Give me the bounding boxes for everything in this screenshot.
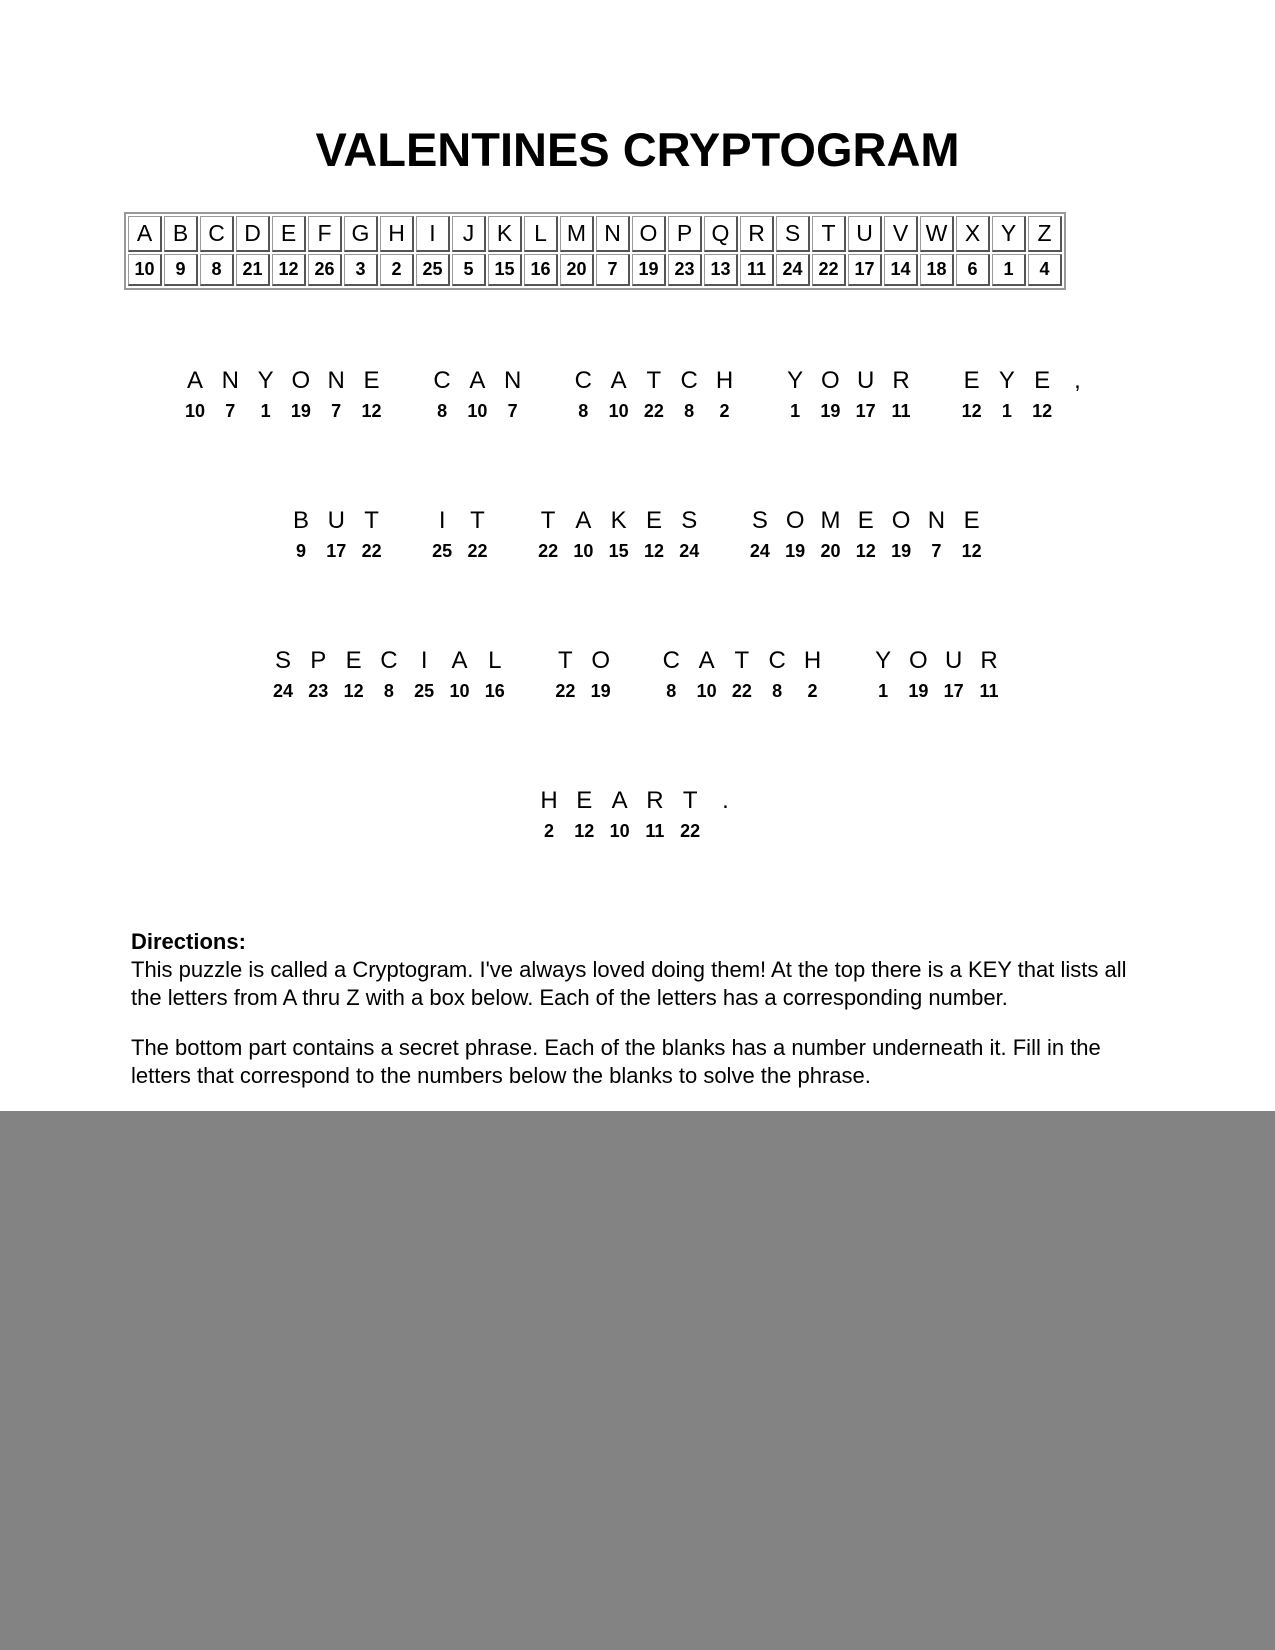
key-number-cell: 1 (992, 254, 1026, 286)
phrase-letter: A (611, 787, 628, 814)
phrase-number: 15 (608, 541, 629, 561)
key-number-cell: 15 (488, 254, 522, 286)
phrase-letter: B (292, 507, 309, 534)
phrase-number: 7 (931, 541, 942, 561)
phrase-number: 10 (609, 821, 630, 841)
phrase-number: 10 (608, 401, 629, 421)
key-letter-cell: T (812, 216, 846, 252)
phrase-letter: A (451, 647, 468, 674)
phrase-letter: H (803, 647, 822, 674)
key-letter-cell: J (452, 216, 486, 252)
phrase-number: 19 (820, 401, 841, 421)
phrase-letter: C (433, 367, 451, 394)
key-letter-cell: Q (704, 216, 738, 252)
key-number-cell: 19 (632, 254, 666, 286)
phrase-letter: C (380, 647, 398, 674)
phrase-number: 25 (414, 681, 435, 701)
phrase-letter: T (540, 507, 556, 534)
key-letter-cell: L (524, 216, 558, 252)
phrase-letter: A (698, 647, 715, 674)
phrase-letter: A (469, 367, 486, 394)
phrase-letter: E (363, 367, 380, 394)
key-number-cell: 23 (668, 254, 702, 286)
phrase-letter: R (980, 647, 998, 674)
phrase-number: 22 (361, 541, 382, 561)
directions-paragraph-1: This puzzle is called a Cryptogram. I've always loved doing them! At the top there is a KEY that lists all the letters from A thru Z with a box below. Each of the letters has a corresponding number. (131, 957, 1127, 1010)
phrase-letter: C (680, 367, 698, 394)
key-letter-cell: C (200, 216, 234, 252)
phrase-number: 7 (225, 401, 236, 421)
phrase-line-3 (0, 646, 1275, 726)
phrase-letter: S (751, 507, 768, 534)
phrase-letter: U (327, 507, 345, 534)
phrase-line-4 (0, 786, 1275, 866)
phrase-letter: U (945, 647, 963, 674)
phrase-line-2 (0, 506, 1275, 586)
phrase-number: 17 (855, 401, 876, 421)
key-letter-cell: E (272, 216, 306, 252)
phrase-letter: Y (875, 647, 892, 674)
key-letter-cell: P (668, 216, 702, 252)
phrase-number: 12 (361, 401, 382, 421)
phrase-letter: E (1034, 367, 1051, 394)
phrase-number: 10 (184, 401, 206, 421)
key-letter-cell: V (884, 216, 918, 252)
phrase-number: 12 (343, 681, 364, 701)
key-letter-cell: D (236, 216, 270, 252)
key-number-cell: 18 (920, 254, 954, 286)
phrase-number: 19 (590, 681, 611, 701)
phrase-number: 8 (666, 681, 677, 701)
phrase-number: 12 (574, 821, 595, 841)
phrase-letter: T (682, 787, 698, 814)
phrase-letter: T (646, 367, 662, 394)
phrase-letter: R (892, 367, 910, 394)
phrase-letter: O (785, 507, 805, 534)
phrase-letter: N (504, 367, 522, 394)
phrase-letter: E (345, 647, 362, 674)
phrase-letter: M (820, 507, 841, 534)
phrase-number: 19 (891, 541, 912, 561)
phrase-letter: C (768, 647, 786, 674)
phrase-letter: C (574, 367, 592, 394)
phrase-letter: H (715, 367, 734, 394)
key-letter-cell: Z (1028, 216, 1062, 252)
phrase-number: 11 (891, 401, 911, 421)
key-letter-cell: B (164, 216, 198, 252)
phrase-number: 8 (437, 401, 448, 421)
phrase-letter: U (857, 367, 875, 394)
phrase-letter: N (327, 367, 345, 394)
directions-paragraph-2: The bottom part contains a secret phrase. Each of the blanks has a number underneath it. Fill in the letters that correspond to the numbers below the blanks to solve the phrase. (131, 1035, 1101, 1088)
phrase-number: 7 (331, 401, 342, 421)
phrase-number: 16 (484, 681, 505, 701)
phrase-letter: S (274, 647, 291, 674)
phrase-number: 8 (684, 401, 695, 421)
phrase-number: 22 (680, 821, 701, 841)
phrase-letter: L (488, 647, 502, 674)
key-number-cell: 24 (776, 254, 810, 286)
phrase-letter: , (1074, 367, 1081, 394)
key-letter-cell: X (956, 216, 990, 252)
key-letter-cell: U (848, 216, 882, 252)
cipher-key-table (124, 212, 1066, 290)
phrase-letter: S (681, 507, 698, 534)
phrase-letter: H (540, 787, 558, 814)
phrase-letter: I (438, 507, 446, 534)
phrase-number: 11 (979, 681, 999, 701)
gray-overlay (0, 1111, 1275, 1650)
phrase-letter: E (576, 787, 593, 814)
key-number-cell: 13 (704, 254, 738, 286)
key-number-cell: 22 (812, 254, 846, 286)
phrase-letter: E (857, 507, 874, 534)
key-number-cell: 10 (128, 254, 162, 286)
key-number-cell: 9 (164, 254, 198, 286)
phrase-number: 1 (878, 681, 889, 701)
phrase-number: 2 (807, 681, 818, 701)
phrase-letter: N (221, 367, 239, 394)
phrase-letter: O (891, 507, 911, 534)
phrase-letter: E (645, 507, 662, 534)
key-letter-cell: R (740, 216, 774, 252)
phrase-letter: O (591, 647, 611, 674)
phrase-number: 19 (785, 541, 806, 561)
phrase-number: 8 (578, 401, 589, 421)
phrase-letter: C (662, 647, 680, 674)
key-letter-cell: A (128, 216, 162, 252)
phrase-number: 17 (326, 541, 347, 561)
phrase-letter: Y (257, 367, 274, 394)
phrase-number: 12 (1032, 401, 1053, 421)
phrase-letter: A (610, 367, 627, 394)
phrase-letter: Y (998, 367, 1015, 394)
phrase-letter: . (722, 787, 729, 814)
key-letter-cell: K (488, 216, 522, 252)
phrase-letter: O (909, 647, 928, 674)
key-letter-cell: M (560, 216, 594, 252)
phrase-number: 24 (272, 681, 294, 701)
key-number-cell: 4 (1028, 254, 1062, 286)
phrase-number: 12 (855, 541, 876, 561)
phrase-letter: Y (787, 367, 804, 394)
directions (131, 928, 1161, 1112)
phrase-number: 24 (679, 541, 700, 561)
key-number-cell: 16 (524, 254, 558, 286)
phrase-number: 10 (449, 681, 470, 701)
phrase-number: 12 (961, 401, 982, 421)
phrase-letter: A (186, 367, 203, 394)
key-letter-cell: H (380, 216, 414, 252)
phrase-letter: T (734, 647, 750, 674)
key-number-cell: 26 (308, 254, 342, 286)
phrase-number: 9 (295, 541, 306, 561)
phrase-number: 20 (820, 541, 841, 561)
phrase-letter: E (963, 507, 980, 534)
key-number-cell: 20 (560, 254, 594, 286)
phrase-number: 12 (961, 541, 982, 561)
phrase-letter: T (364, 507, 379, 534)
phrase-number: 1 (1001, 401, 1012, 421)
key-letter-cell: G (344, 216, 378, 252)
phrase-number: 19 (908, 681, 929, 701)
key-letter-cell: N (596, 216, 630, 252)
key-number-cell: 21 (236, 254, 270, 286)
key-number-cell: 2 (380, 254, 414, 286)
phrase-letter: T (558, 647, 573, 674)
phrase-letter: A (575, 507, 592, 534)
directions-heading: Directions: (131, 929, 246, 954)
key-number-cell: 5 (452, 254, 486, 286)
key-number-cell: 17 (848, 254, 882, 286)
key-letter-cell: W (920, 216, 954, 252)
key-letter-cell: I (416, 216, 450, 252)
key-number-cell: 8 (200, 254, 234, 286)
key-letter-cell: Y (992, 216, 1026, 252)
phrase-number: 11 (645, 821, 665, 841)
phrase-number: 25 (432, 541, 453, 561)
phrase-number: 22 (538, 541, 559, 561)
key-number-cell: 11 (740, 254, 774, 286)
phrase-number: 24 (749, 541, 770, 561)
phrase-number: 2 (719, 401, 730, 421)
key-number-cell: 6 (956, 254, 990, 286)
phrase-letter: P (310, 647, 327, 674)
phrase-number: 12 (643, 541, 665, 561)
phrase-number: 10 (573, 541, 594, 561)
phrase-line-1 (0, 366, 1275, 446)
phrase-letter: T (470, 507, 485, 534)
page-title: VALENTINES CRYPTOGRAM (315, 123, 960, 176)
key-letter-cell: S (776, 216, 810, 252)
phrase-letter: R (646, 787, 664, 814)
phrase-number: 2 (543, 821, 554, 841)
key-number-cell: 25 (416, 254, 450, 286)
key-number-cell: 7 (596, 254, 630, 286)
key-numbers-row (128, 254, 1062, 286)
phrase-letter: K (610, 507, 627, 534)
phrase-number: 22 (555, 681, 576, 701)
key-number-cell: 3 (344, 254, 378, 286)
phrase-number: 17 (943, 681, 964, 701)
phrase-letter: O (821, 367, 840, 394)
key-number-cell: 12 (272, 254, 306, 286)
phrase-number: 7 (507, 401, 518, 421)
phrase-number: 19 (290, 401, 311, 421)
phrase-number: 22 (467, 541, 488, 561)
phrase-number: 10 (696, 681, 717, 701)
phrase-number: 10 (467, 401, 488, 421)
phrase-number: 1 (790, 401, 801, 421)
phrase-number: 22 (731, 681, 752, 701)
phrase-number: 23 (308, 681, 329, 701)
phrase-letter: N (927, 507, 946, 534)
key-letters-row (128, 216, 1062, 252)
phrase-letter: O (291, 367, 311, 394)
phrase-number: 1 (260, 401, 271, 421)
phrase-number: 8 (383, 681, 394, 701)
phrase-number: 22 (643, 401, 664, 421)
phrase-letter: E (963, 367, 980, 394)
phrase-letter: I (420, 647, 428, 674)
key-letter-cell: F (308, 216, 342, 252)
key-number-cell: 14 (884, 254, 918, 286)
key-letter-cell: O (632, 216, 666, 252)
phrase-number: 8 (772, 681, 783, 701)
